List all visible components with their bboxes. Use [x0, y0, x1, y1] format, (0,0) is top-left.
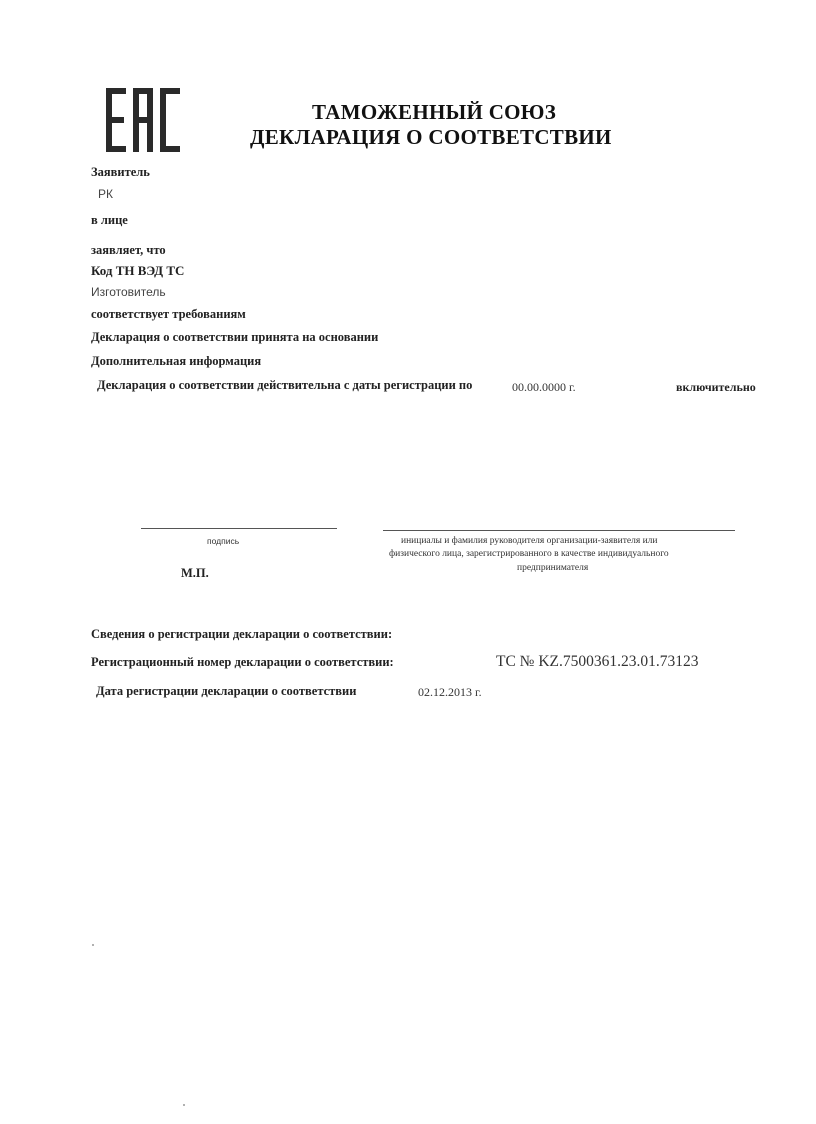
name-caption-2: физического лица, зарегистрированного в качестве индивидуального	[389, 549, 669, 559]
stamp-label: М.П.	[181, 566, 209, 580]
registration-date-label: Дата регистрации декларации о соответствии	[96, 684, 357, 698]
header-line-2: ДЕКЛАРАЦИЯ О СООТВЕТСТВИИ	[250, 125, 612, 149]
name-line	[383, 530, 735, 531]
complies-label: соответствует требованиям	[91, 307, 246, 321]
registration-number-label: Регистрационный номер декларации о соответствии:	[91, 655, 394, 669]
name-caption-1: инициалы и фамилия руководителя организации-заявителя или	[401, 536, 658, 546]
registration-date-value: 02.12.2013 г.	[418, 685, 482, 699]
validity-label: Декларация о соответствии действительна с даты регистрации по	[97, 378, 473, 392]
validity-date: 00.00.0000 г.	[512, 380, 576, 394]
basis-label: Декларация о соответствии принята на основании	[91, 330, 379, 344]
signature-line	[141, 528, 337, 529]
declares-label: заявляет, что	[91, 243, 166, 257]
represented-by-label: в лице	[91, 213, 128, 227]
scan-speck	[183, 1104, 185, 1106]
applicant-label: Заявитель	[91, 165, 150, 179]
eac-logo	[106, 88, 180, 152]
name-caption-3: предпринимателя	[517, 563, 589, 573]
eac-mark-icon	[106, 88, 180, 152]
hs-code-label: Код ТН ВЭД ТС	[91, 263, 185, 278]
registration-number-value: ТС № KZ.7500361.23.01.73123	[496, 653, 699, 670]
scan-speck	[92, 944, 94, 946]
header-line-1: ТАМОЖЕННЫЙ СОЮЗ	[312, 100, 557, 124]
manufacturer-label: Изготовитель	[91, 285, 166, 299]
registration-heading: Сведения о регистрации декларации о соответствии:	[91, 627, 393, 641]
validity-inclusive: включительно	[676, 380, 756, 394]
additional-info-label: Дополнительная информация	[91, 354, 262, 368]
signature-caption: подпись	[207, 536, 240, 546]
applicant-value: РК	[98, 187, 113, 201]
